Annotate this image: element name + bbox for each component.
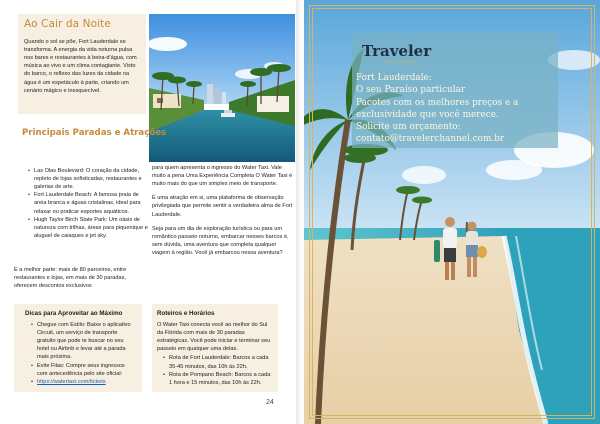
traveler-logo-tagline: TRAVEL CHANNEL (382, 60, 418, 64)
page-number: 24 (266, 399, 274, 406)
list-item: • Chegue com Estilo: Baixe o aplicativo Circuit, um serviço de transporte gratuito que pode te buscar no seu hotel ou Airbnb e levar até a parada mais próxima. (37, 321, 136, 362)
paragraph: Seja para um dia de exploração turística ou para um romântico passeio noturno, embarcar nesses barcos é, sem dúvida, uma aventura que completa qualquer viagem à região. Você já embarcou nessa aventura? (152, 225, 289, 256)
night-box-text: Quando o sol se põe, Fort Lauderdale se transforma. A energia da vida noturna pulsa nos bares e restaurantes à beira-d'água, com música ao vivo e um clima contagiante. Visto do barco, o reflexo das luzes da cidade na água é um espetáculo à parte, criando um cenário mágico e inesquecível. (24, 39, 137, 94)
routes-text: O Water Taxi conecta você ao melhor do Sul da Flórida com mais de 30 paradas estratégicas. Você pode iniciar e terminar seu passeio em qualquer uma delas. (157, 322, 271, 353)
list-item: • Rota de Fort Lauderdale: Barcos a cada 35-45 minutos, das 10h às 22h. (169, 354, 273, 370)
list-item: • Las Olas Boulevard: O coração da cidade, repleto de lojas sofisticadas, restaurantes e galerias de arte. (28, 167, 148, 191)
ad-line: Solicite um orçamento: (356, 122, 461, 133)
list-item: • Evite Filas: Compre seus ingressos com antecedência pelo site oficial: (37, 362, 136, 378)
ad-line: Fort Lauderdale: (356, 73, 432, 83)
partners-note: E a melhor parte: mais de 80 parceiros, entre restaurantes e lojas, em mais de 30 paradas, oferecem descontos exclusivos (14, 267, 127, 290)
list-item (37, 378, 136, 386)
right-page-advertisement (304, 0, 600, 424)
paragraph: para quem apresenta o ingresso do Water Taxi. Vale muito a pena Uma Experiência Completa O Water Taxi é muito mais do que um simples meio de transporte. (152, 165, 293, 188)
canal-photo (149, 14, 295, 162)
traveler-logo: Traveler (362, 42, 432, 60)
attractions-list (28, 167, 148, 240)
routes-list (157, 354, 273, 386)
tips-title: Dicas para Aproveitar ao Máximo (25, 310, 123, 317)
left-page (0, 0, 298, 424)
contact-email[interactable]: contato@travelerchannel.com.br (356, 134, 505, 145)
list-item: • Hugh Taylor Birch State Park: Um oásis de natureza com trilhas, áreas para piquenique e aluguel de caiaques e jet sky. (28, 216, 148, 240)
night-box-title: Ao Cair da Noite (24, 18, 111, 30)
tips-list (20, 321, 136, 386)
routes-title: Roteiros e Horários (157, 310, 215, 317)
attractions-heading: Principais Paradas e Atrações (22, 128, 167, 138)
middle-column (152, 164, 294, 263)
routes-box (152, 304, 278, 392)
tickets-link[interactable]: https://watertaxi.com/tickets (37, 378, 106, 385)
ad-line: Pacotes com os melhores preços e a (356, 97, 519, 108)
ad-text (356, 72, 566, 146)
list-item: • Fort Lauderdale Beach: A famosa praia de areia branca e águas cristalinas, ideal para relaxar ou praticar esportes aquáticos. (28, 191, 148, 215)
ad-line: exclusividade que você merece. (356, 109, 499, 120)
list-item: • Rota de Pompano Beach: Barcos a cada 1 hora e 15 minutos, das 10h às 22h. (169, 371, 273, 387)
ad-line: O seu Paraíso particular (356, 85, 466, 96)
paragraph: É uma atração em si, uma plataforma de observação privilegiada que permite sentir a verdadeira alma de Fort Lauderdale. (152, 195, 293, 218)
tips-box (14, 304, 142, 392)
night-box (18, 14, 146, 114)
